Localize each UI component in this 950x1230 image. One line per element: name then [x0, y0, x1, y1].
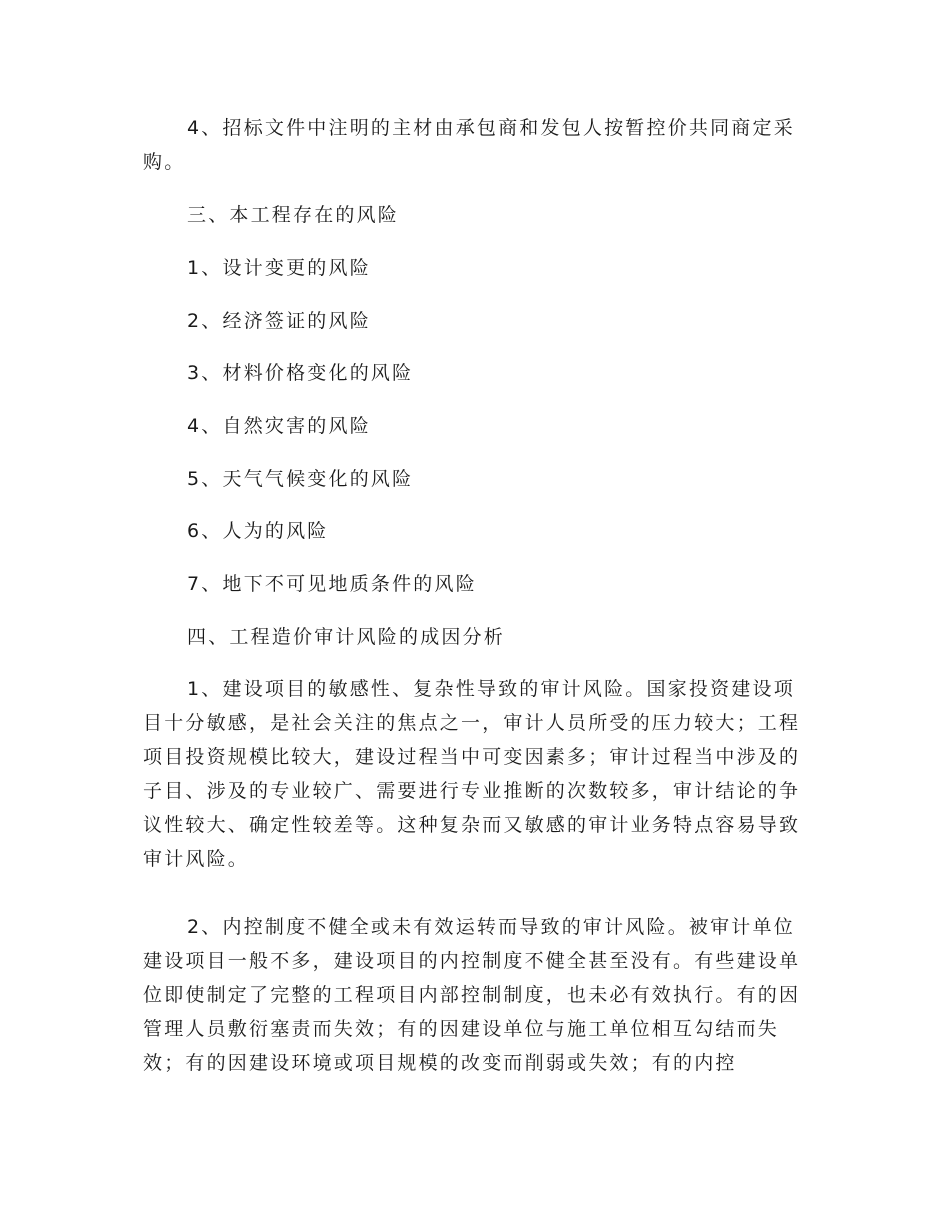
- paragraph-internal-control: 2、内控制度不健全或未有效运转而导致的审计风险。被审计单位建设项目一般不多，建设项目的内控制度不健全甚至没有。有些建设单位即使制定了完整的工程项目内部控制制度，也未必有效执行。有的因管理人员敷衍塞责而失效；有的因建设单位与施工单位相互勾结而失效；有的因建设环境或项目规模的改变而削弱或失效；有的内控: [143, 916, 801, 1074]
- list-item-natural-disaster-risk: 4、自然灾害的风险: [187, 415, 371, 437]
- list-item-material-price-risk: 3、材料价格变化的风险: [187, 362, 414, 384]
- list-item-weather-risk: 5、天气气候变化的风险: [187, 468, 414, 490]
- heading-project-risks: 三、本工程存在的风险: [187, 204, 400, 226]
- list-item-human-risk: 6、人为的风险: [187, 520, 329, 542]
- paragraph-main-material-purchase: 4、招标文件中注明的主材由承包商和发包人按暂控价共同商定采购。: [143, 117, 795, 173]
- list-item-economic-visa-risk: 2、经济签证的风险: [187, 310, 371, 332]
- heading-risk-cause-analysis: 四、工程造价审计风险的成因分析: [187, 626, 506, 648]
- list-item-design-change-risk: 1、设计变更的风险: [187, 257, 371, 279]
- list-item-geology-risk: 7、地下不可见地质条件的风险: [187, 573, 477, 595]
- paragraph-sensitivity-complexity: 1、建设项目的敏感性、复杂性导致的审计风险。国家投资建设项目十分敏感，是社会关注的焦点之一，审计人员所受的压力较大；工程项目投资规模比较大，建设过程当中可变因素多；审计过程当中涉及的子目、涉及的专业较广、需要进行专业推断的次数较多，审计结论的争议性较大、确定性较差等。这种复杂而又敏感的审计业务特点容易导致审计风险。: [143, 678, 801, 870]
